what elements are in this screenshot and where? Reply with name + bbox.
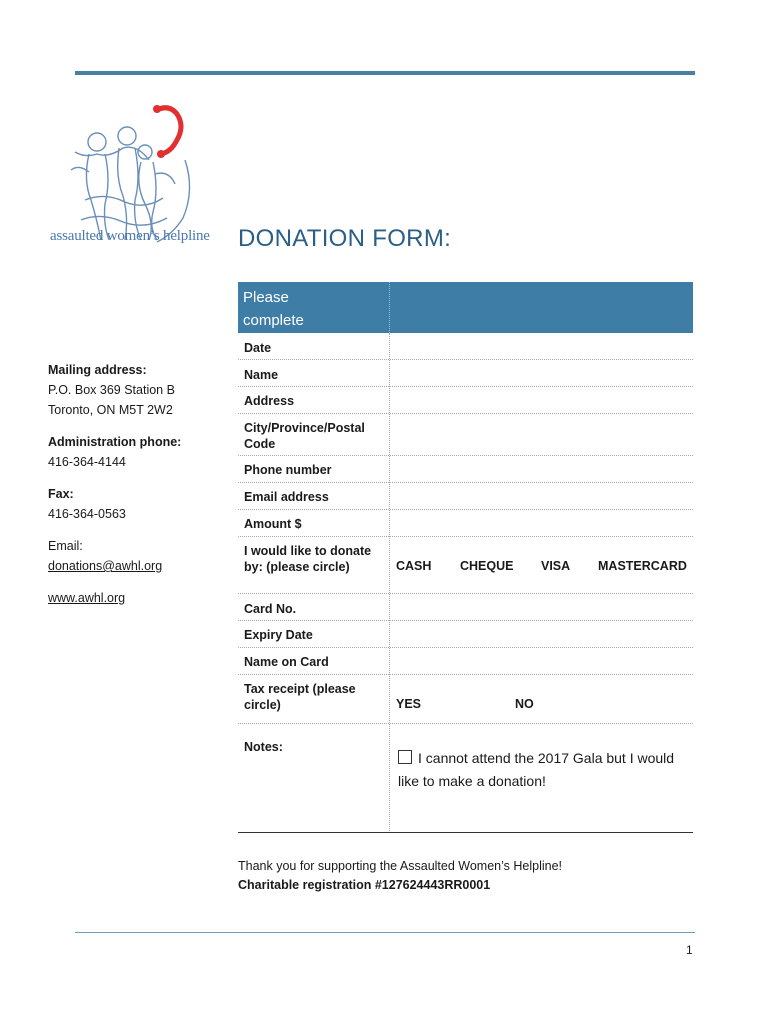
mailing-line1: P.O. Box 369 Station B: [48, 383, 175, 397]
contact-info: [48, 360, 228, 608]
row-name-on-card[interactable]: [238, 648, 693, 675]
thank-you-text: Thank you for supporting the Assaulted Women’s Helpline!: [238, 859, 563, 873]
top-rule: [75, 71, 695, 75]
amount-label: Amount $: [244, 517, 302, 531]
row-phone[interactable]: [238, 456, 693, 483]
row-payment-method: [238, 537, 693, 594]
gala-text: I cannot attend the 2017 Gala but I would like to make a donation!: [398, 750, 675, 789]
thank-you: [238, 857, 562, 895]
notes-label: Notes:: [244, 740, 283, 754]
phone-label: Phone number: [244, 463, 332, 477]
row-name[interactable]: [238, 360, 693, 387]
mailing-line2: Toronto, ON M5T 2W2: [48, 403, 173, 417]
admin-phone: 416-364-4144: [48, 455, 126, 469]
row-amount[interactable]: [238, 510, 693, 537]
phone-icon: [157, 108, 181, 154]
option-cash[interactable]: CASH: [396, 559, 432, 573]
option-yes[interactable]: YES: [396, 697, 422, 711]
option-mastercard[interactable]: MASTERCARD: [598, 559, 687, 573]
tax-receipt-label: Tax receipt (please circle): [244, 682, 356, 712]
registration-number: Charitable registration #127624443RR0001: [238, 878, 491, 892]
admin-phone-label: Administration phone:: [48, 435, 182, 449]
row-expiry[interactable]: [238, 621, 693, 648]
card-no-label: Card No.: [244, 602, 297, 616]
header-label: Please complete: [243, 289, 304, 329]
page-number: 1: [686, 943, 693, 957]
page-title: DONATION FORM:: [238, 225, 452, 252]
option-no[interactable]: NO: [515, 697, 534, 711]
payment-method-label: I would like to donate by: (please circle): [244, 544, 372, 574]
bottom-rule: [75, 932, 695, 933]
email-address-label: Email address: [244, 490, 329, 504]
row-card-no[interactable]: [238, 594, 693, 621]
date-label: Date: [244, 341, 272, 355]
row-email[interactable]: [238, 483, 693, 510]
form-header: [238, 282, 693, 333]
fax-number: 416-364-0563: [48, 507, 126, 521]
expiry-label: Expiry Date: [244, 628, 313, 642]
row-address[interactable]: [238, 387, 693, 414]
row-tax-receipt: [238, 675, 693, 724]
name-label: Name: [244, 368, 279, 382]
email-label: Email:: [48, 539, 83, 553]
option-cheque[interactable]: CHEQUE: [460, 559, 514, 573]
notes-bottom-rule: [238, 832, 693, 833]
row-city[interactable]: [238, 414, 693, 456]
fax-label: Fax:: [48, 487, 74, 501]
name-on-card-label: Name on Card: [244, 655, 329, 669]
email-link[interactable]: donations@awhl.org: [48, 559, 163, 573]
option-visa[interactable]: VISA: [541, 559, 571, 573]
row-date[interactable]: [238, 333, 693, 360]
website-link[interactable]: www.awhl.org: [48, 591, 126, 605]
address-label: Address: [244, 394, 295, 408]
mailing-label: Mailing address:: [48, 363, 147, 377]
logo-text: assaulted women’s helpline: [50, 228, 210, 244]
city-label: City/Province/Postal Code: [244, 421, 365, 451]
